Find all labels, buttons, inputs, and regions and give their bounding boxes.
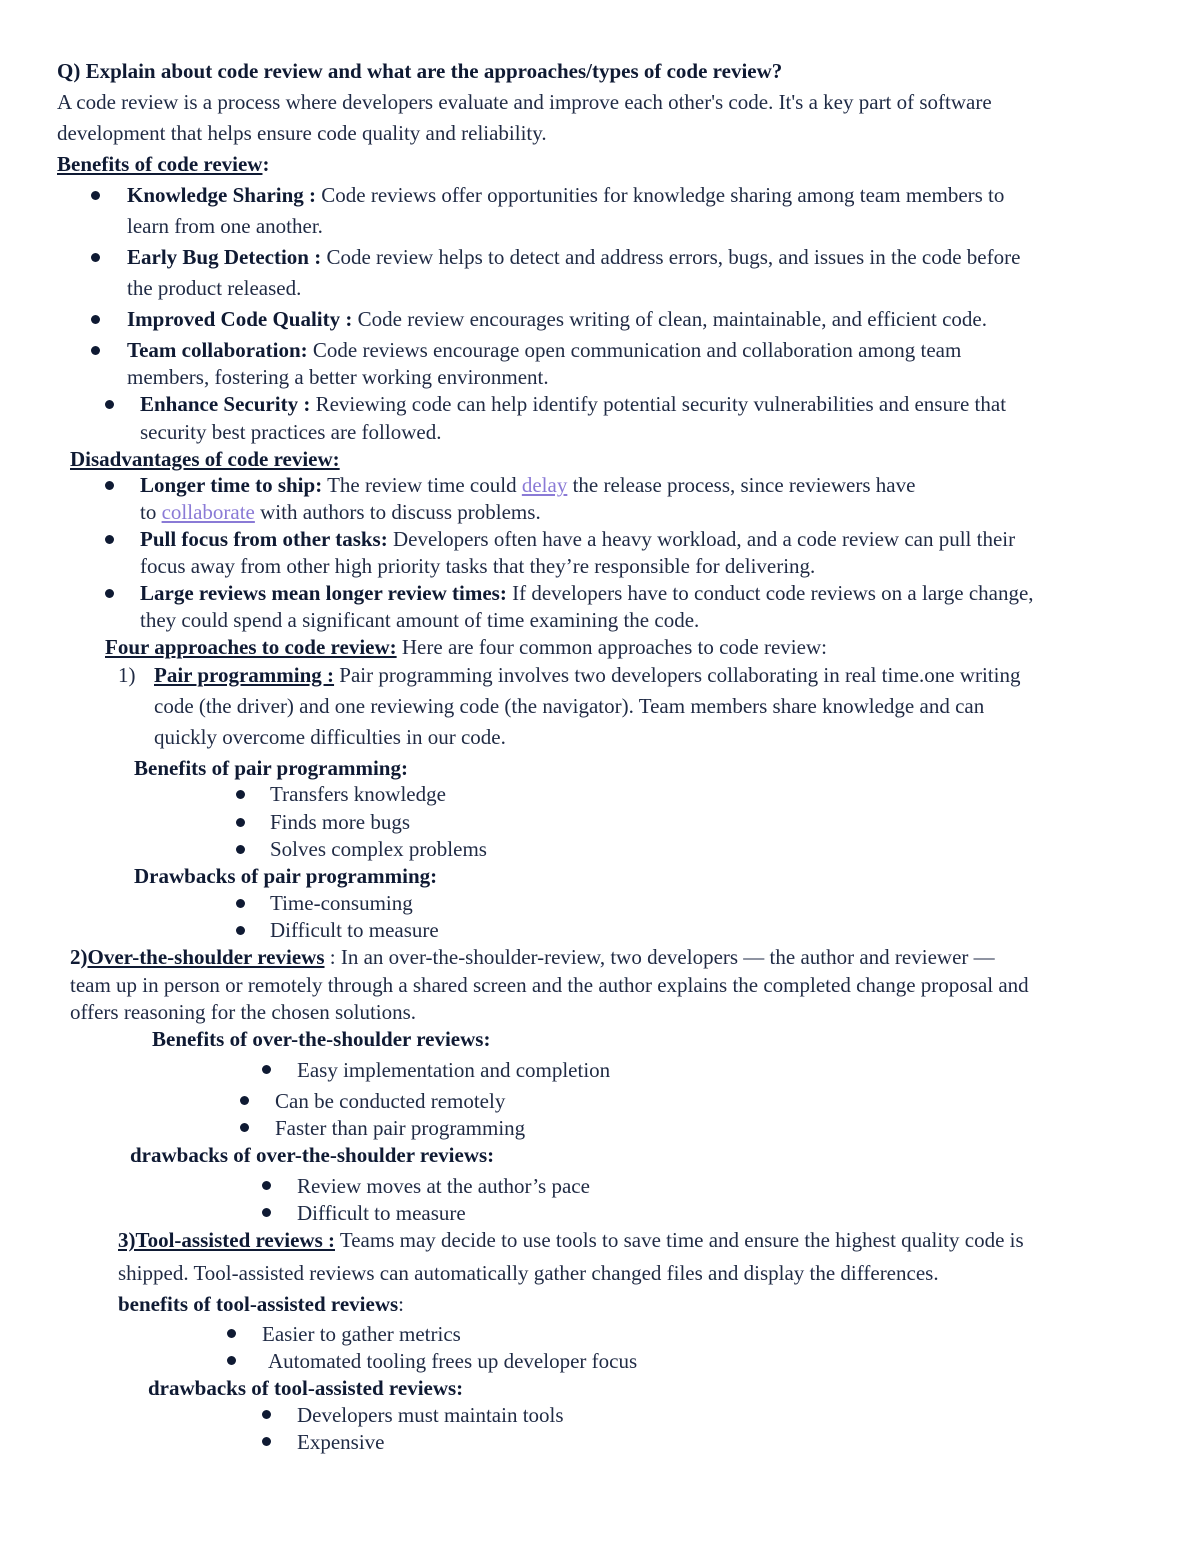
shoulder-drawback-item: Difficult to measure — [297, 1201, 466, 1225]
bullet-icon — [240, 1123, 249, 1132]
tool-title: 3)Tool-assisted reviews : Teams may decide to use tools to save time and ensure the highest quality code is — [118, 1228, 1024, 1252]
disadvantage-large-reviews: Large reviews mean longer review times: If developers have to conduct code reviews on a large change, — [140, 581, 1034, 605]
benefits-heading: Benefits of code review: — [57, 152, 270, 176]
question-heading: Q) Explain about code review and what are the approaches/types of code review? — [57, 59, 783, 83]
bullet-icon — [91, 315, 100, 324]
bullet-icon — [236, 926, 245, 935]
pair-benefit-item: Solves complex problems — [270, 837, 487, 861]
bullet-icon — [105, 400, 114, 409]
shoulder-benefit-item: Faster than pair programming — [275, 1116, 526, 1140]
pair-benefit-item: Transfers knowledge — [270, 782, 446, 806]
pair-programming-line-2: code (the driver) and one reviewing code (the navigator). Team members share knowledge and can — [154, 694, 985, 718]
benefit-knowledge-sharing: Knowledge Sharing : Code reviews offer opportunities for knowledge sharing among team members to — [127, 183, 1005, 207]
bullet-icon — [262, 1208, 271, 1217]
tool-benefit-item: Easier to gather metrics — [262, 1322, 461, 1346]
bullet-icon — [91, 253, 100, 262]
shoulder-benefit-item: Can be conducted remotely — [275, 1089, 506, 1113]
bullet-icon — [91, 346, 100, 355]
benefit-improved-code-quality: Improved Code Quality : Code review encourages writing of clean, maintainable, and efficient code. — [127, 307, 987, 331]
disadvantage-longer-time: Longer time to ship: The review time could delay the release process, since reviewers have — [140, 473, 916, 497]
approaches-heading: Four approaches to code review: Here are four common approaches to code review: — [105, 635, 827, 659]
bullet-icon — [91, 191, 100, 200]
bullet-icon — [236, 845, 245, 854]
delay-link[interactable]: delay — [521, 473, 568, 497]
bullet-icon — [236, 899, 245, 908]
benefit-enhance-security: Enhance Security : Reviewing code can help identify potential security vulnerabilities and ensure that — [140, 392, 1007, 416]
tool-benefit-item: Automated tooling frees up developer focus — [268, 1349, 638, 1373]
bullet-icon — [262, 1437, 271, 1446]
bullet-icon — [236, 790, 245, 799]
bullet-icon — [240, 1096, 249, 1105]
pair-drawback-item: Difficult to measure — [270, 918, 439, 942]
bullet-icon — [105, 535, 114, 544]
collaborate-link[interactable]: collaborate — [161, 500, 255, 524]
tool-benefits-heading: benefits of tool-assisted reviews: — [118, 1292, 405, 1316]
benefit-knowledge-sharing-cont: learn from one another. — [127, 214, 323, 238]
intro-line-1: A code review is a process where developers evaluate and improve each other's code. It's a key part of software — [57, 90, 992, 114]
tool-drawback-item: Expensive — [297, 1430, 385, 1454]
shoulder-benefit-item: Easy implementation and completion — [297, 1058, 611, 1082]
intro-line-2: development that helps ensure code quality and reliability. — [57, 121, 547, 145]
benefit-enhance-security-cont: security best practices are followed. — [140, 420, 442, 444]
disadvantage-longer-time-cont: to collaborate with authors to discuss problems. — [140, 500, 541, 524]
disadvantages-heading: Disadvantages of code review: — [70, 447, 340, 471]
bullet-icon — [262, 1410, 271, 1419]
disadvantage-pull-focus: Pull focus from other tasks: Developers often have a heavy workload, and a code review can pull their — [140, 527, 1016, 551]
shoulder-benefits-heading: Benefits of over-the-shoulder reviews: — [152, 1027, 491, 1051]
bullet-icon — [105, 589, 114, 598]
benefit-early-bug-detection-cont: the product released. — [127, 276, 302, 300]
bullet-icon — [236, 818, 245, 827]
disadvantage-large-reviews-cont: they could spend a significant amount of time examining the code. — [140, 608, 700, 632]
shoulder-title: 2)Over-the-shoulder reviews : In an over-the-shoulder-review, two developers — the author and reviewer — — [70, 945, 995, 969]
pair-benefits-heading: Benefits of pair programming: — [134, 756, 408, 780]
pair-programming-title: Pair programming : Pair programming involves two developers collaborating in real time.one writing — [154, 663, 1021, 687]
pair-drawbacks-heading: Drawbacks of pair programming: — [134, 864, 438, 888]
bullet-icon — [227, 1356, 236, 1365]
bullet-icon — [227, 1329, 236, 1338]
shoulder-drawback-item: Review moves at the author’s pace — [297, 1174, 590, 1198]
shoulder-drawbacks-heading: drawbacks of over-the-shoulder reviews: — [130, 1143, 495, 1167]
bullet-icon — [262, 1181, 271, 1190]
shoulder-line-2: team up in person or remotely through a shared screen and the author explains the completed change proposal and — [70, 973, 1029, 997]
bullet-icon — [262, 1065, 271, 1074]
shoulder-line-3: offers reasoning for the chosen solutions. — [70, 1000, 417, 1024]
bullet-icon — [105, 481, 114, 490]
pair-programming-line-3: quickly overcome difficulties in our code. — [154, 725, 506, 749]
pair-drawback-item: Time-consuming — [270, 891, 413, 915]
benefit-team-collaboration-cont: members, fostering a better working environment. — [127, 365, 549, 389]
pair-number: 1) — [118, 663, 136, 687]
tool-drawbacks-heading: drawbacks of tool-assisted reviews: — [148, 1376, 464, 1400]
disadvantage-pull-focus-cont: focus away from other high priority tasks that they’re responsible for delivering. — [140, 554, 816, 578]
pair-benefit-item: Finds more bugs — [270, 810, 411, 834]
tool-drawback-item: Developers must maintain tools — [297, 1403, 564, 1427]
benefit-team-collaboration: Team collaboration: Code reviews encourage open communication and collaboration among team — [127, 338, 962, 362]
benefit-early-bug-detection: Early Bug Detection : Code review helps to detect and address errors, bugs, and issues in the code before — [127, 245, 1021, 269]
tool-line-2: shipped. Tool-assisted reviews can automatically gather changed files and display the differences. — [118, 1261, 939, 1285]
